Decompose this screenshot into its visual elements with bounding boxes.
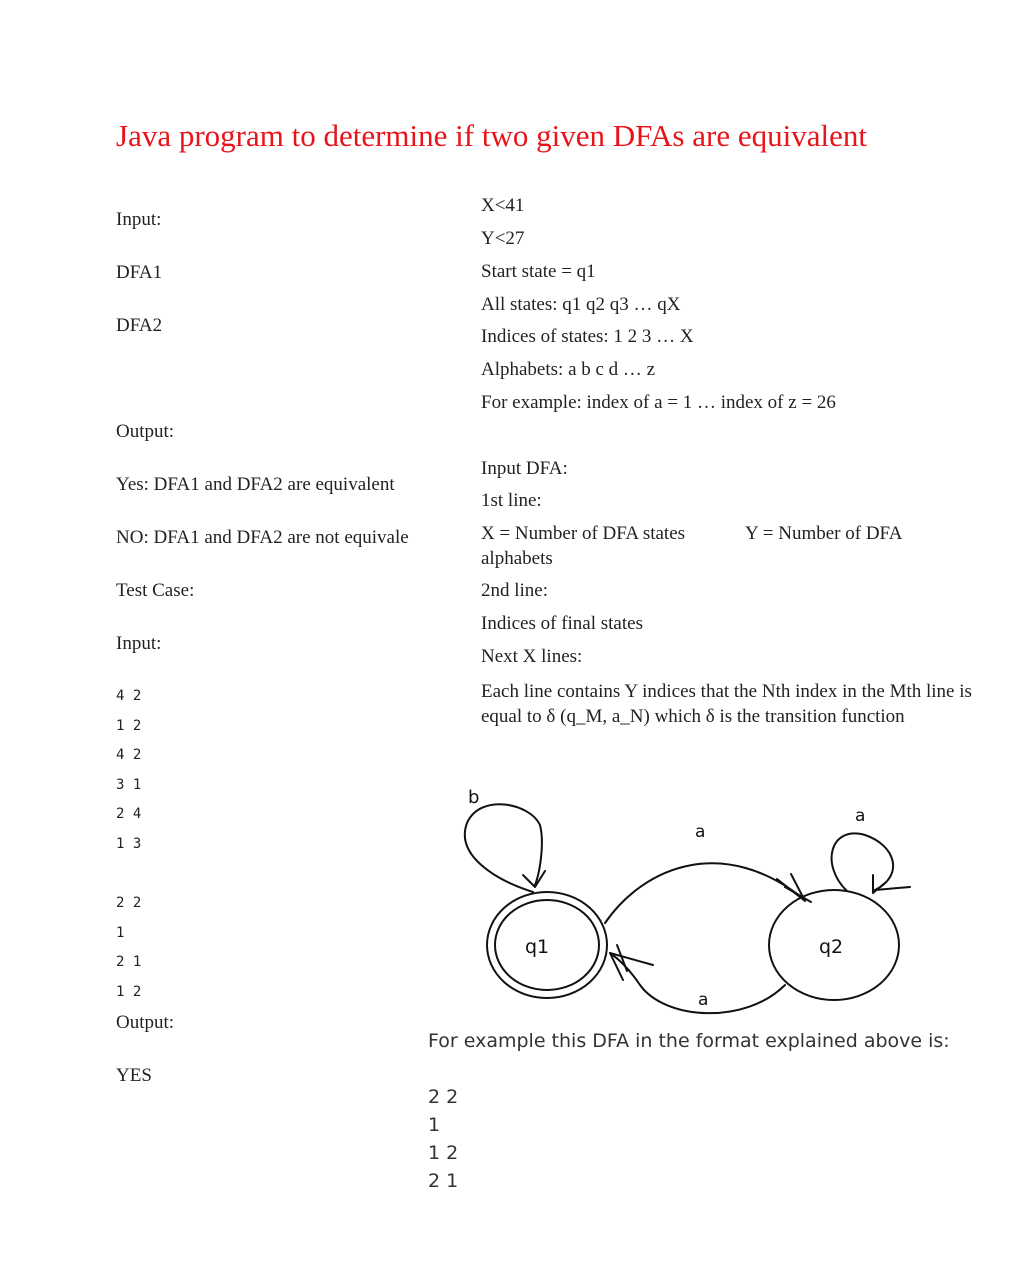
second-line-label: 2nd line: bbox=[481, 580, 549, 601]
state-q1-label: q1 bbox=[525, 936, 550, 958]
next-lines-label: Next X lines: bbox=[481, 646, 583, 667]
dfa2-label: DFA2 bbox=[116, 315, 163, 336]
example-caption: For example this DFA in the format explained above is: bbox=[428, 1030, 950, 1052]
test-line: 2 2 bbox=[116, 895, 142, 911]
all-states: All states: q1 q2 q3 … qX bbox=[481, 294, 681, 315]
example-line: 1 bbox=[428, 1114, 441, 1136]
x-limit: X<41 bbox=[481, 195, 525, 216]
input-dfa-label: Input DFA: bbox=[481, 458, 568, 479]
x-description: X = Number of DFA states bbox=[481, 523, 686, 544]
example-line: 1 2 bbox=[428, 1142, 459, 1164]
test-line: 1 2 bbox=[116, 984, 142, 1000]
dfa-diagram bbox=[455, 775, 975, 1025]
input-label-2: Input: bbox=[116, 633, 162, 654]
each-line-description: Each line contains Y indices that the Nth index in the Mth line is equal to δ (q_M, a_N) which δ is the transition function bbox=[481, 681, 972, 727]
input-label: Input: bbox=[116, 209, 162, 230]
result-text: YES bbox=[116, 1065, 152, 1086]
label-a-bottom: a bbox=[698, 990, 709, 1010]
test-line: 2 1 bbox=[116, 954, 142, 970]
label-a-loop: a bbox=[855, 806, 866, 826]
y-limit: Y<27 bbox=[481, 228, 525, 249]
output-label: Output: bbox=[116, 421, 175, 442]
test-case-label: Test Case: bbox=[116, 580, 195, 601]
test-line: 4 2 bbox=[116, 747, 142, 763]
example-line: 2 1 bbox=[428, 1170, 459, 1192]
edge-q1-q2 bbox=[605, 863, 805, 923]
start-state: Start state = q1 bbox=[481, 261, 596, 282]
no-text: NO: DFA1 and DFA2 are not equivale bbox=[116, 527, 409, 548]
alphabets: Alphabets: a b c d … z bbox=[481, 359, 656, 380]
test-line: 4 2 bbox=[116, 688, 142, 704]
test-line: 1 3 bbox=[116, 836, 142, 852]
test-line: 2 4 bbox=[116, 806, 142, 822]
state-q2-label: q2 bbox=[819, 936, 844, 958]
example-line: 2 2 bbox=[428, 1086, 459, 1108]
output-label-2: Output: bbox=[116, 1012, 175, 1033]
yes-text: Yes: DFA1 and DFA2 are equivalent bbox=[116, 474, 395, 495]
loop-b bbox=[465, 804, 542, 892]
y-description: Y = Number of DFA bbox=[745, 523, 903, 544]
first-line-label: 1st line: bbox=[481, 490, 542, 511]
dfa1-label: DFA1 bbox=[116, 262, 163, 283]
label-a-top: a bbox=[695, 822, 706, 842]
page-title: Java program to determine if two given DFAs are equivalent bbox=[116, 118, 867, 153]
test-line: 1 2 bbox=[116, 718, 142, 734]
test-line: 3 1 bbox=[116, 777, 142, 793]
final-states: Indices of final states bbox=[481, 613, 643, 634]
y-description-cont: alphabets bbox=[481, 548, 553, 569]
test-line: 1 bbox=[116, 925, 125, 941]
example-indices: For example: index of a = 1 … index of z = 26 bbox=[481, 392, 836, 413]
label-b: b bbox=[468, 787, 480, 808]
loop-a bbox=[832, 833, 910, 891]
indices-of-states: Indices of states: 1 2 3 … X bbox=[481, 326, 694, 347]
